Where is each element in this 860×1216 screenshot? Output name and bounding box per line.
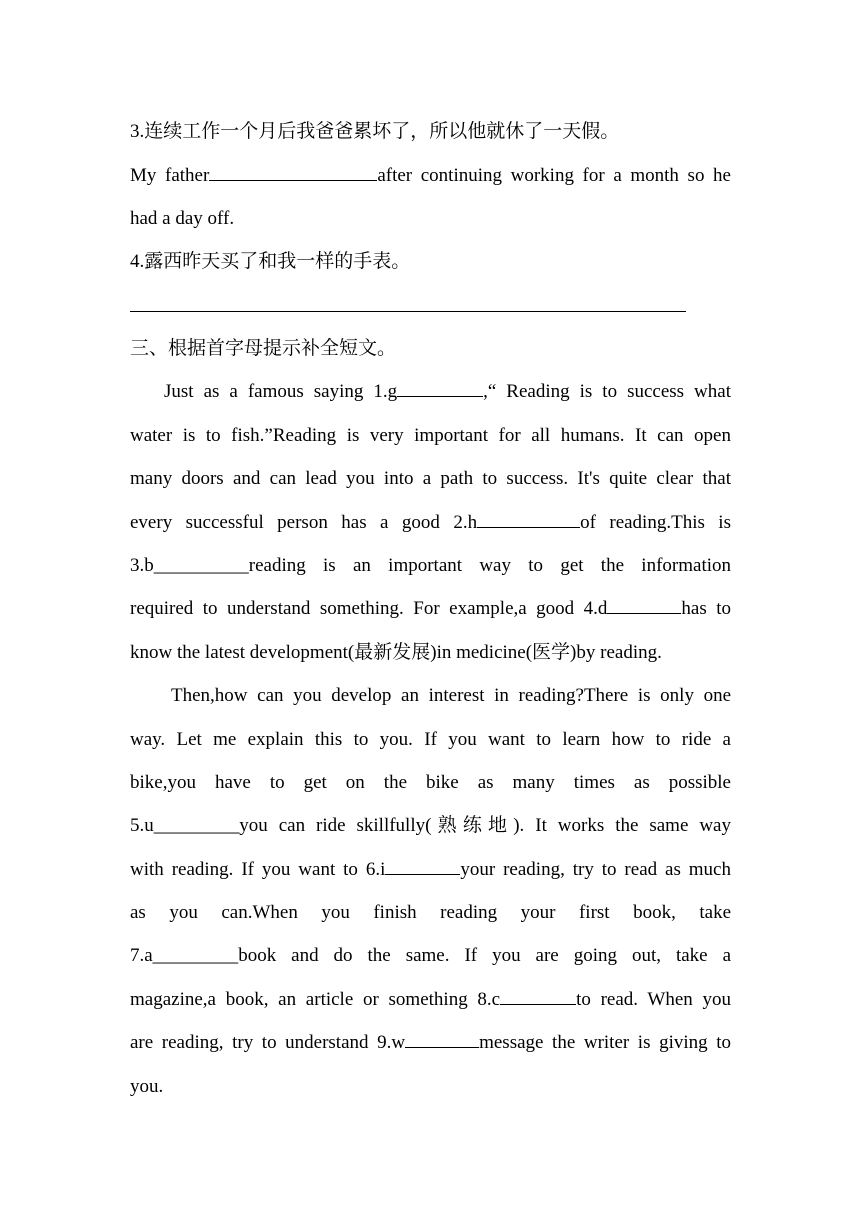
passage-text-blank-7: 7.a_________ <box>130 945 239 966</box>
passage-line-1 <box>164 380 731 404</box>
passage-line-16 <box>130 1031 731 1055</box>
passage-text-blank-3: 3.b__________ <box>130 555 249 576</box>
passage-text: magazine,a book, an article or something 8.c <box>130 989 501 1010</box>
passage-line-2: water is to fish.”Reading is very important for all humans. It can open <box>130 425 731 446</box>
passage-text: your reading, try to read as much <box>460 859 731 880</box>
passage-line-13: as you can.When you finish reading your first book, take <box>130 902 731 923</box>
passage-line-5 <box>130 554 731 578</box>
passage-line-15 <box>130 988 731 1012</box>
passage-line-7: know the latest development(最新发展)in medicine(医学)by reading. <box>130 642 662 663</box>
passage-line-9: way. Let me explain this to you. If you want to learn how to ride a <box>130 729 731 750</box>
passage-text: of reading.This is <box>580 512 731 533</box>
passage-text: you can ride skillfully(熟练地). It works the same way <box>239 815 731 836</box>
passage-text-blank-5: 5.u_________ <box>130 815 240 836</box>
q4-answer-line <box>130 311 686 312</box>
passage-text: message the writer is giving to <box>479 1032 731 1053</box>
passage-line-4 <box>130 511 731 535</box>
passage-text: with reading. If you want to 6.i <box>130 859 386 880</box>
passage-text: reading is an important way to get the information <box>248 555 731 576</box>
passage-text: has to <box>681 598 731 619</box>
blank-8 <box>500 988 576 1005</box>
passage-text: required to understand something. For example,a good 4.d <box>130 598 608 619</box>
q3-chinese: 3.连续工作一个月后我爸爸累坏了，所以他就休了一天假。 <box>130 121 620 142</box>
passage-text: Just as a famous saying 1.g <box>164 381 398 402</box>
q3-answer-blank <box>209 164 377 181</box>
blank-4 <box>607 597 681 614</box>
passage-line-11 <box>130 814 731 838</box>
passage-line-3: many doors and can lead you into a path to success. It's quite clear that <box>130 468 731 489</box>
passage-text: ,“ Reading is to success what <box>483 381 731 402</box>
passage-text: are reading, try to understand 9.w <box>130 1032 406 1053</box>
passage-line-14 <box>130 944 731 968</box>
q3-english-line2: had a day off. <box>130 208 235 229</box>
q3-english-line1 <box>130 164 731 188</box>
blank-6 <box>385 858 460 875</box>
passage-text: to read. When you <box>576 989 732 1010</box>
section3-heading: 三、根据首字母提示补全短文。 <box>130 338 397 359</box>
passage-text: every successful person has a good 2.h <box>130 512 478 533</box>
passage-line-10: bike,you have to get on the bike as many times as possible <box>130 772 731 793</box>
q4-chinese: 4.露西昨天买了和我一样的手表。 <box>130 251 411 272</box>
blank-2 <box>477 511 580 528</box>
passage-line-6 <box>130 597 731 621</box>
passage-line-8: Then,how can you develop an interest in reading?There is only one <box>171 685 731 706</box>
passage-text: book and do the same. If you are going out, take a <box>238 945 731 966</box>
blank-1 <box>397 380 483 397</box>
blank-9 <box>405 1031 479 1048</box>
passage-line-12 <box>130 858 731 882</box>
q3-prefix: My father <box>130 165 210 186</box>
q3-suffix: after continuing working for a month so he <box>377 165 731 186</box>
passage-line-17: you. <box>130 1076 164 1097</box>
